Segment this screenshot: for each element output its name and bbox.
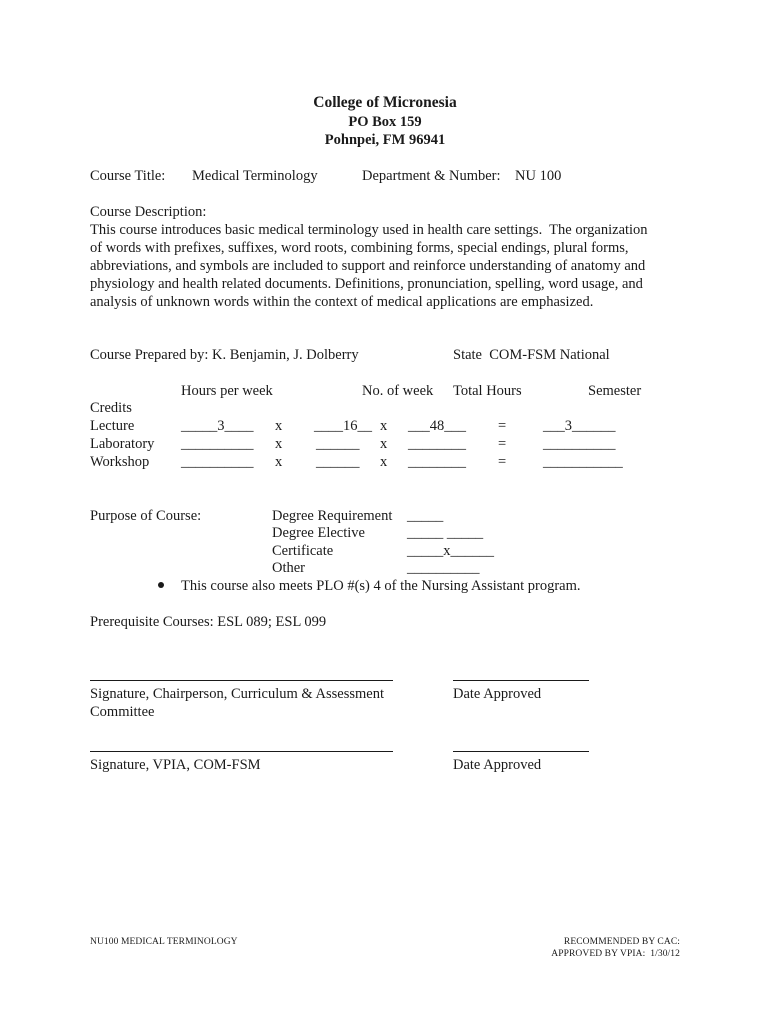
equals-sign: = bbox=[498, 418, 507, 434]
date-line-vpia bbox=[453, 751, 589, 752]
multiply-sign: x bbox=[380, 436, 388, 452]
college-po-box: PO Box 159 bbox=[348, 114, 422, 130]
col-total-hours: Total Hours bbox=[453, 383, 522, 399]
course-title-label: Course Title: bbox=[90, 168, 166, 184]
laboratory-weeks: ______ bbox=[316, 436, 360, 452]
col-semester: Semester bbox=[588, 383, 642, 399]
lecture-total: ___48___ bbox=[408, 418, 466, 434]
multiply-sign: x bbox=[275, 454, 283, 470]
date-approved-label: Date Approved bbox=[453, 686, 542, 702]
credits-label: Credits bbox=[90, 400, 132, 416]
purpose-option-other: Other bbox=[272, 560, 306, 576]
department-value: NU 100 bbox=[515, 168, 562, 184]
equals-sign: = bbox=[498, 454, 507, 470]
course-prepared-by: Course Prepared by: K. Benjamin, J. Dolberry bbox=[90, 347, 359, 363]
equals-sign: = bbox=[498, 436, 507, 452]
lecture-weeks: ____16__ bbox=[314, 418, 372, 434]
row-label-laboratory: Laboratory bbox=[90, 436, 155, 452]
course-title-value: Medical Terminology bbox=[192, 168, 318, 184]
footer-approved: APPROVED BY VPIA: 1/30/12 bbox=[551, 949, 680, 959]
college-city: Pohnpei, FM 96941 bbox=[324, 132, 446, 148]
laboratory-semester: __________ bbox=[543, 436, 616, 452]
lecture-hours: _____3____ bbox=[181, 418, 254, 434]
signature-vpia-label: Signature, VPIA, COM-FSM bbox=[90, 757, 261, 773]
workshop-semester: ___________ bbox=[543, 454, 623, 470]
multiply-sign: x bbox=[275, 418, 283, 434]
date-approved-label: Date Approved bbox=[453, 757, 542, 773]
college-name: College of Micronesia bbox=[313, 94, 457, 111]
description-line: This course introduces basic medical terminology used in health care settings. The organization bbox=[90, 222, 648, 238]
bullet-icon bbox=[158, 582, 164, 588]
purpose-mark-certificate: _____x______ bbox=[407, 543, 494, 559]
laboratory-total: ________ bbox=[408, 436, 466, 452]
purpose-mark-other: __________ bbox=[407, 560, 480, 576]
workshop-total: ________ bbox=[408, 454, 466, 470]
description-line: of words with prefixes, suffixes, word roots, combining forms, special endings, plural forms, bbox=[90, 240, 629, 256]
row-label-lecture: Lecture bbox=[90, 418, 135, 434]
purpose-label: Purpose of Course: bbox=[90, 508, 202, 524]
footer-course-name: NU100 MEDICAL TERMINOLOGY bbox=[90, 937, 238, 947]
purpose-option-certificate: Certificate bbox=[272, 543, 334, 559]
multiply-sign: x bbox=[380, 418, 388, 434]
col-no-of-week: No. of week bbox=[362, 383, 434, 399]
plo-bullet-text: This course also meets PLO #(s) 4 of the Nursing Assistant program. bbox=[181, 578, 581, 594]
multiply-sign: x bbox=[275, 436, 283, 452]
laboratory-hours: __________ bbox=[181, 436, 254, 452]
purpose-option-degree-requirement: Degree Requirement bbox=[272, 508, 393, 524]
signature-line-chairperson bbox=[90, 680, 393, 681]
lecture-semester: ___3______ bbox=[543, 418, 616, 434]
signature-chairperson-label: Signature, Chairperson, Curriculum & Assessment bbox=[90, 686, 384, 702]
department-label: Department & Number: bbox=[362, 168, 501, 184]
signature-line-vpia bbox=[90, 751, 393, 752]
footer-recommended: RECOMMENDED BY CAC: bbox=[563, 937, 680, 947]
purpose-mark-degree-requirement: _____ bbox=[407, 508, 444, 524]
row-label-workshop: Workshop bbox=[90, 454, 150, 470]
workshop-weeks: ______ bbox=[316, 454, 360, 470]
purpose-mark-degree-elective: _____ _____ bbox=[407, 525, 484, 541]
col-hours-per-week: Hours per week bbox=[181, 383, 273, 399]
purpose-option-degree-elective: Degree Elective bbox=[272, 525, 365, 541]
signature-chairperson-label-cont: Committee bbox=[90, 704, 155, 720]
description-line: abbreviations, and symbols are included to support and reinforce understanding of anatomy and bbox=[90, 258, 646, 274]
description-line: physiology and health related documents. Definitions, pronunciation, spelling, word usage, and bbox=[90, 276, 643, 292]
date-line-chairperson bbox=[453, 680, 589, 681]
state-national: State COM-FSM National bbox=[453, 347, 610, 363]
workshop-hours: __________ bbox=[181, 454, 254, 470]
course-description-label: Course Description: bbox=[90, 204, 207, 220]
prerequisite-courses: Prerequisite Courses: ESL 089; ESL 099 bbox=[90, 614, 327, 630]
description-line: analysis of unknown words within the context of medical applications are emphasized. bbox=[90, 294, 594, 310]
multiply-sign: x bbox=[380, 454, 388, 470]
